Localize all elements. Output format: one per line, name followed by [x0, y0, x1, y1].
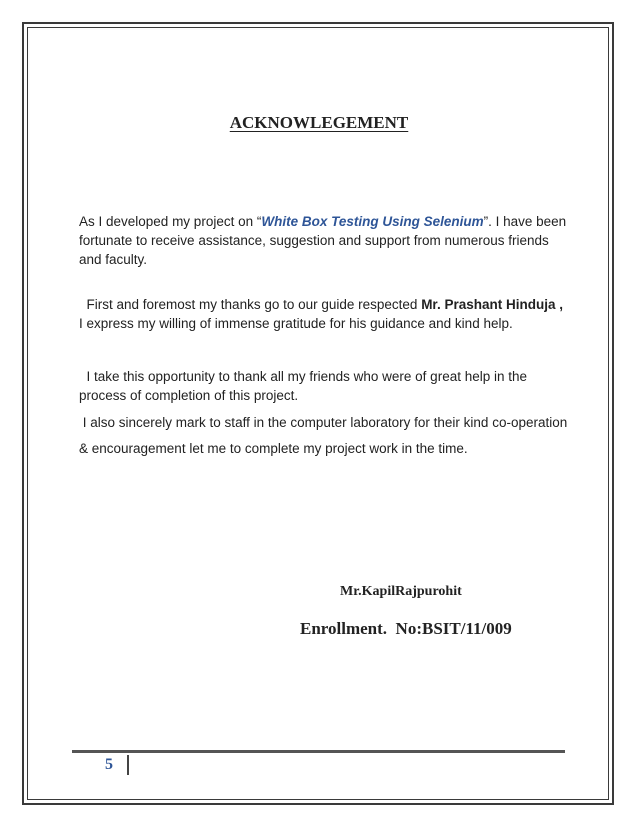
paragraph-intro — [79, 212, 569, 269]
intro-text-end: ”. I have been fortunate to receive assistance, suggestion and support from numerous friends and faculty. — [79, 214, 567, 267]
paragraph-guide — [79, 295, 569, 333]
page-number: 5 — [105, 756, 113, 773]
enrollment-number: Enrollment. No:BSIT/11/009 — [300, 619, 512, 638]
project-title: White Box Testing Using Selenium — [261, 214, 484, 229]
signature-name: Mr.KapilRajpurohit — [340, 584, 462, 599]
guide-text-end: I express my willing of immense gratitude for his guidance and kind help. — [79, 316, 513, 331]
footer-separator — [127, 755, 129, 775]
paragraph-friends: I take this opportunity to thank all my friends who were of great help in the process of completion of this project. — [79, 369, 531, 403]
guide-text-start: First and foremost my thanks go to our guide respected — [79, 297, 422, 312]
title-text: ACKNOWLEGEMENT — [229, 113, 409, 132]
intro-text-start: As I developed my project on “ — [79, 214, 262, 229]
paragraph-staff: I also sincerely mark to staff in the computer laboratory for their kind co-operation & encouragement let me to complete my project work in the time. — [79, 415, 572, 456]
guide-name: Mr. Prashant Hinduja , — [421, 297, 563, 312]
footer-rule — [72, 750, 565, 753]
page-title — [0, 113, 638, 133]
